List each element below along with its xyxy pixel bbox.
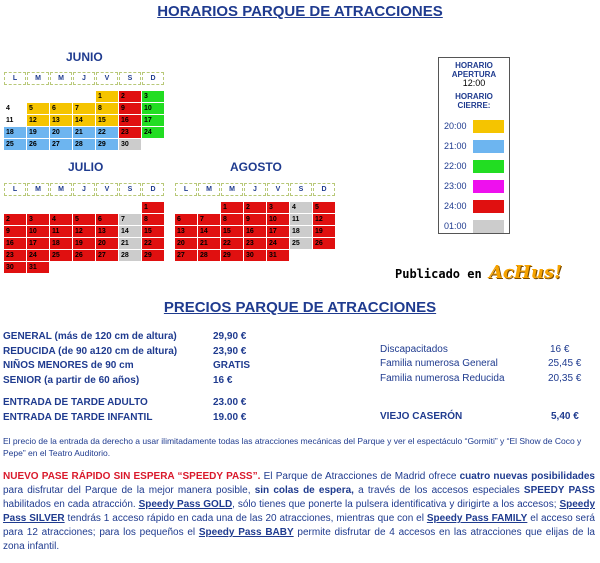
calendar-week [4,202,164,214]
watermark-brand-logo: AcHus! [488,262,562,283]
calendar-day: 7 [198,214,220,226]
speedy-pass-promo [3,470,595,554]
calendar-day: 19 [313,226,335,238]
calendar-day: 15 [142,226,164,238]
calendar-day [119,262,141,274]
calendar-day: 10 [267,214,289,226]
price-note: El precio de la entrada da derecho a usar ilimitadamente todas las atracciones mecánicas del Parque y ver el espectáculo “Gormiti” y “El Show de Coco y Pepe” en el Teatro Auditorio. [3,436,582,458]
price-label: Familia numerosa General [380,358,498,369]
calendar-day: 12 [313,214,335,226]
calendar-week [4,127,164,139]
price-label: REDUCIDA (de 90 a120 cm de altura) [3,346,178,357]
price-value: 23.00 € [213,397,247,408]
calendar-day [142,139,164,151]
calendar-day: 17 [142,115,164,127]
calendar-week [4,91,164,103]
calendar-day [313,250,335,262]
calendar-day: 28 [198,250,220,262]
calendar-day: 9 [119,103,141,115]
legend-time: 01:00 [444,221,467,231]
calendar-day: 2 [4,214,26,226]
calendar-day: 28 [73,139,95,151]
calendar-day: 1 [221,202,243,214]
legend-swatch [473,140,504,153]
promo-text-8: permite disfrutar de 4 accesos en las atracciones que elijas de la zona infantil. [3,527,595,552]
calendar-day: 14 [73,115,95,127]
legend-row [439,219,509,235]
weekday-header: M [221,183,243,196]
legend-apertura-label-1: HORARIO [455,61,493,70]
calendar-day [73,202,95,214]
calendar-week [4,238,164,250]
legend-apertura-time: 12:00 [462,78,486,88]
weekday-header: S [290,183,312,196]
calendar-day: 26 [27,139,49,151]
legend-cierre-label-1: HORARIO [455,92,493,101]
calendar-day: 23 [119,127,141,139]
calendar-day: 26 [313,238,335,250]
calendar-day: 4 [50,214,72,226]
promo-link-silver[interactable]: Speedy Pass SILVER [3,499,596,524]
legend-time: 21:00 [444,141,467,151]
weekday-header: M [50,72,72,85]
legend-swatch [473,200,504,213]
promo-link-baby[interactable]: Speedy Pass BABY [198,527,294,538]
calendar-day: 16 [4,238,26,250]
calendar-day: 12 [27,115,49,127]
calendar-day: 5 [27,103,49,115]
calendar-day: 13 [175,226,197,238]
calendar-day: 10 [27,226,49,238]
weekday-header: M [50,183,72,196]
weekday-header: M [27,72,49,85]
calendar-day [73,262,95,274]
horarios-title: HORARIOS PARQUE DE ATRACCIONES [157,3,443,20]
calendar-week [4,262,164,274]
legend-time: 24:00 [444,201,467,211]
price-value: 23,90 € [213,346,247,357]
promo-text-5: , sólo tienes que ponerte la pulsera identificativa y dirigirte a los accesos; [232,499,560,510]
calendar-day: 2 [244,202,266,214]
calendar-day [50,91,72,103]
calendar-day: 19 [73,238,95,250]
legend-row [439,199,509,215]
calendar-day: 22 [221,238,243,250]
calendar-day: 30 [119,139,141,151]
calendar-day: 24 [267,238,289,250]
weekday-header: V [267,183,289,196]
price-value: 16 € [550,344,570,355]
weekday-header: V [96,72,118,85]
calendar-day: 31 [267,250,289,262]
calendar-day: 25 [290,238,312,250]
calendar-day: 2 [119,91,141,103]
legend-time: 23:00 [444,181,467,191]
calendar-day [50,262,72,274]
weekday-header: S [119,183,141,196]
price-value: 29,90 € [213,331,247,342]
promo-text-6: tendrás 1 acceso rápido en cada una de las 20 atracciones, mientras que con el [64,513,427,524]
calendar-day [290,250,312,262]
weekday-header: L [4,183,26,196]
price-label: ENTRADA DE TARDE ADULTO [3,397,148,408]
price-label: GENERAL (más de 120 cm de altura) [3,331,177,342]
legend-time: 20:00 [444,121,467,131]
calendar-week [175,238,335,250]
calendar-day: 5 [313,202,335,214]
calendar-day: 5 [73,214,95,226]
calendar-day: 6 [175,214,197,226]
calendar-day [50,202,72,214]
caseron-value: 5,40 € [551,411,579,422]
calendar-week [175,202,335,214]
weekday-header: M [27,183,49,196]
weekday-header: M [198,183,220,196]
price-value: 20,35 € [548,373,582,384]
calendar-day [175,202,197,214]
calendar-day: 17 [27,238,49,250]
price-value: 16 € [213,375,233,386]
month-name-julio: JULIO [68,160,104,174]
month-name-junio: JUNIO [66,50,103,64]
price-value: GRATIS [213,360,251,371]
calendar-day: 16 [119,115,141,127]
calendar-day: 24 [27,250,49,262]
calendar-day [198,202,220,214]
calendar-day: 9 [4,226,26,238]
calendar-day: 16 [244,226,266,238]
weekday-header: L [4,72,26,85]
calendar-day: 11 [290,214,312,226]
calendar-day [27,91,49,103]
calendar-day: 4 [290,202,312,214]
calendar-day: 6 [96,214,118,226]
price-label: SENIOR (a partir de 60 años) [3,375,140,386]
calendar-week [4,214,164,226]
weekday-header: D [142,183,164,196]
promo-bold-2: sin colas de espera, [254,485,354,496]
promo-link-family[interactable]: Speedy Pass FAMILY [426,513,528,524]
legend-apertura-label-2: APERTURA [451,70,497,79]
calendar-day: 12 [73,226,95,238]
calendar-day: 29 [96,139,118,151]
calendar-day: 29 [142,250,164,262]
calendar-day: 26 [73,250,95,262]
legend-row [439,139,509,155]
price-value: 19.00 € [213,412,247,423]
watermark-text: Publicado en [395,267,482,281]
promo-text-2: para disfrutar del Parque de la mejor manera posible, [3,485,255,496]
weekday-header: V [96,183,118,196]
calendar-day: 21 [119,238,141,250]
calendar-day [96,262,118,274]
calendar-day: 14 [198,226,220,238]
legend-row [439,119,509,135]
calendar-day [27,202,49,214]
calendar-day: 15 [96,115,118,127]
calendar-day: 22 [96,127,118,139]
calendar-day: 10 [142,103,164,115]
calendar-agosto [174,183,336,262]
calendar-day: 24 [142,127,164,139]
calendar-week [175,214,335,226]
calendar-day: 7 [73,103,95,115]
calendar-day: 13 [50,115,72,127]
promo-text-1: El Parque de Atracciones de Madrid ofrece [260,471,460,482]
promo-link-gold[interactable]: Speedy Pass GOLD [138,499,233,510]
calendar-day: 15 [221,226,243,238]
legend-swatch [473,180,504,193]
calendar-day [119,202,141,214]
price-label: Discapacitados [380,344,448,355]
calendar-week [175,250,335,262]
precios-title: PRECIOS PARQUE DE ATRACCIONES [163,299,437,316]
calendar-day [96,202,118,214]
calendar-day: 27 [175,250,197,262]
calendar-day: 3 [27,214,49,226]
promo-text-7: el acceso será para 12 atracciones; para los pequeños el [3,513,595,538]
calendar-day: 25 [50,250,72,262]
price-label: NIÑOS MENORES de 90 cm [3,360,134,371]
caseron-label: VIEJO CASERÓN [380,411,463,422]
calendar-week [4,226,164,238]
calendar-day: 23 [244,238,266,250]
schedule-legend [438,57,510,234]
calendar-day: 29 [221,250,243,262]
calendar-day: 17 [267,226,289,238]
weekday-header: J [73,183,95,196]
calendar-day [73,91,95,103]
weekday-header: J [73,72,95,85]
calendar-day: 9 [244,214,266,226]
calendar-week [4,103,164,115]
calendar-day: 21 [198,238,220,250]
calendar-day: 3 [142,91,164,103]
legend-swatch [473,160,504,173]
calendar-day: 1 [96,91,118,103]
calendar-day: 27 [50,139,72,151]
calendar-day: 30 [4,262,26,274]
calendar-day: 28 [119,250,141,262]
calendar-day: 30 [244,250,266,262]
calendar-day: 8 [221,214,243,226]
calendar-week [4,115,164,127]
calendar-day: 31 [27,262,49,274]
promo-text-3: a través de los accesos especiales [353,485,524,496]
calendar-day: 11 [50,226,72,238]
calendar-junio [3,72,165,151]
legend-swatch [473,220,504,233]
calendar-day: 3 [267,202,289,214]
calendar-day: 23 [4,250,26,262]
calendar-day: 14 [119,226,141,238]
promo-headline: NUEVO PASE RÁPIDO SIN ESPERA “SPEEDY PASS”. [3,471,261,482]
calendar-day: 18 [4,127,26,139]
calendar-day: 18 [50,238,72,250]
calendar-day: 6 [50,103,72,115]
calendar-day: 7 [119,214,141,226]
weekday-header: J [244,183,266,196]
calendar-week [4,139,164,151]
calendar-day: 20 [50,127,72,139]
legend-cierre-label-2: CIERRE: [457,101,491,110]
legend-row [439,159,509,175]
calendar-day: 19 [27,127,49,139]
calendar-day: 18 [290,226,312,238]
calendar-week [175,226,335,238]
price-label: Familia numerosa Reducida [380,373,505,384]
promo-text-4: habilitados en cada atracción. [3,499,139,510]
weekday-header: S [119,72,141,85]
weekday-header: D [313,183,335,196]
promo-bold-1: cuatro nuevas posibilidades [459,471,595,482]
legend-row [439,179,509,195]
calendar-day: 25 [4,139,26,151]
calendar-day: 20 [175,238,197,250]
calendar-day: 27 [96,250,118,262]
calendar-day: 21 [73,127,95,139]
calendar-day [142,262,164,274]
month-name-agosto: AGOSTO [230,160,282,174]
calendar-day [4,91,26,103]
price-label: ENTRADA DE TARDE INFANTIL [3,412,153,423]
calendar-day: 1 [142,202,164,214]
calendar-day: 22 [142,238,164,250]
calendar-day: 8 [142,214,164,226]
calendar-day: 13 [96,226,118,238]
published-watermark [395,262,562,283]
calendar-week [4,250,164,262]
weekday-header: D [142,72,164,85]
calendar-day: 20 [96,238,118,250]
legend-swatch [473,120,504,133]
legend-time: 22:00 [444,161,467,171]
calendar-day [4,202,26,214]
promo-bold-3: SPEEDY PASS [523,485,595,496]
calendar-julio [3,183,165,274]
calendar-day: 4 [4,103,26,115]
price-value: 25,45 € [548,358,582,369]
calendar-day: 8 [96,103,118,115]
calendar-day: 11 [4,115,26,127]
weekday-header: L [175,183,197,196]
